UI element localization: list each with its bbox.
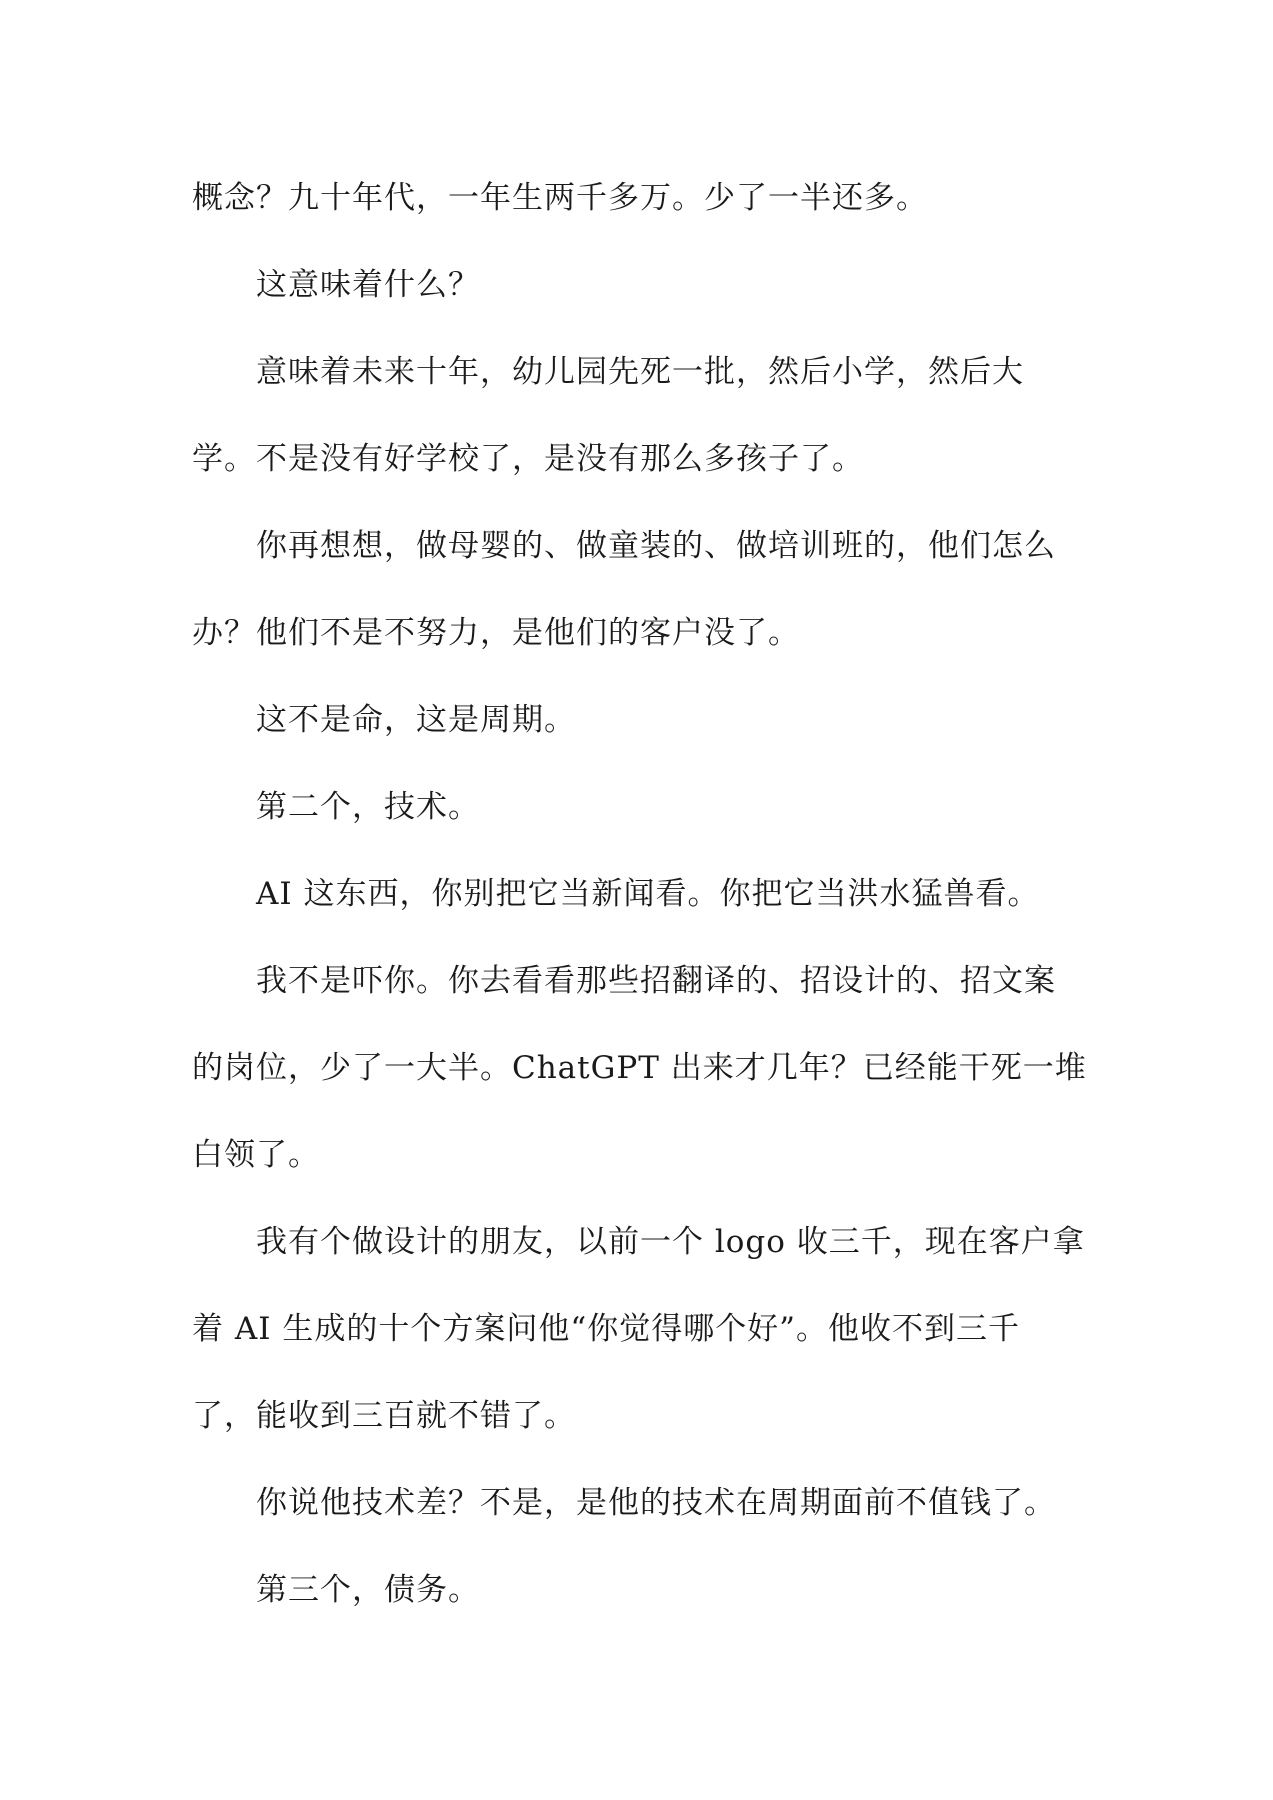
text-line-12: 白领了。 [192, 1137, 320, 1173]
text-line-5: 你再想想，做母婴的、做童装的、做培训班的，他们怎么 [256, 528, 1056, 564]
text-line-8: 第二个，技术。 [256, 789, 480, 825]
text-line-1: 概念？九十年代，一年生两千多万。少了一半还多。 [192, 180, 928, 216]
text-line-13: 我有个做设计的朋友，以前一个 logo 收三千，现在客户拿 [256, 1224, 1085, 1260]
text-line-2: 这意味着什么？ [256, 267, 480, 303]
text-line-10: 我不是吓你。你去看看那些招翻译的、招设计的、招文案 [256, 963, 1056, 999]
text-line-6: 办？他们不是不努力，是他们的客户没了。 [192, 615, 800, 651]
text-line-7: 这不是命，这是周期。 [256, 702, 576, 738]
text-line-16: 你说他技术差？不是，是他的技术在周期面前不值钱了。 [256, 1485, 1056, 1521]
text-line-3: 意味着未来十年，幼儿园先死一批，然后小学，然后大 [256, 354, 1024, 390]
text-line-15: 了，能收到三百就不错了。 [192, 1398, 576, 1434]
text-line-11: 的岗位，少了一大半。ChatGPT 出来才几年？已经能干死一堆 [192, 1050, 1087, 1086]
text-line-9: AI 这东西，你别把它当新闻看。你把它当洪水猛兽看。 [256, 876, 1040, 912]
text-line-14: 着 AI 生成的十个方案问他“你觉得哪个好”。他收不到三千 [192, 1311, 1021, 1347]
text-line-4: 学。不是没有好学校了，是没有那么多孩子了。 [192, 441, 864, 477]
text-line-17: 第三个，债务。 [256, 1572, 480, 1608]
